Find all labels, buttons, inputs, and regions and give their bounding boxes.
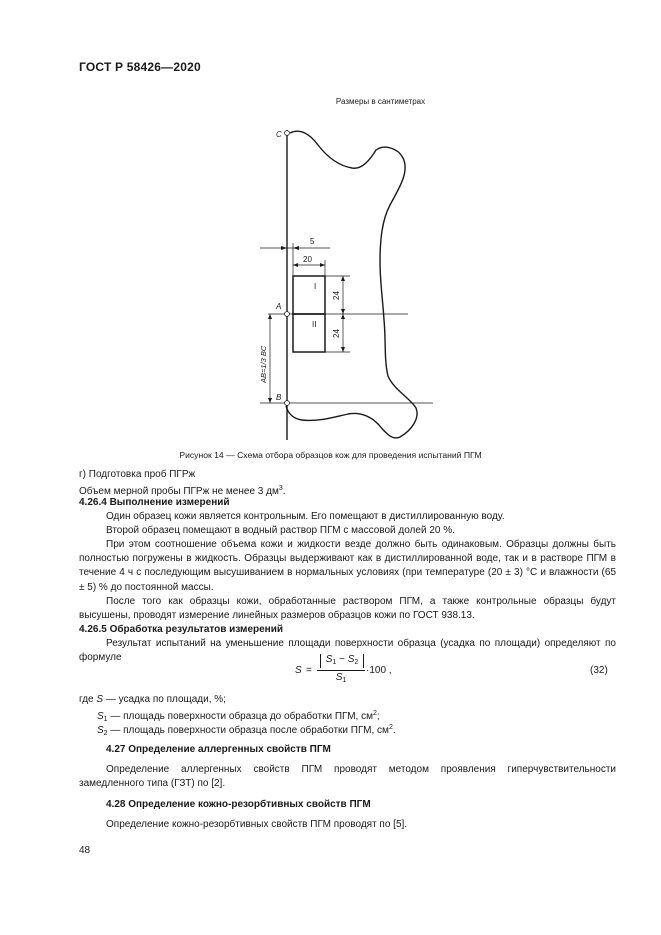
label-dim24a: 24 [332,291,341,300]
page-number: 48 [79,845,91,856]
where-s: где S — усадка по площади, %; [79,694,226,705]
label-sample1: I [314,282,317,291]
where-s1: $S_1$ — площадь поверхности образца до обработки ПГМ, $см^2$; [97,710,380,723]
section-4-26-5-p1: Результат испытаний на уменьшение площади поверхности образца (усадка по площади) определяют по формуле [79,638,616,664]
section-4-27-title: 4.27 Определение аллергенных свойств ПГМ [106,744,331,755]
sample-1-rect [293,276,325,314]
section-4-26-4-p2: Второй образец помещают в водный раствор ПГМ с массовой долей 20 %. [106,525,455,536]
label-c: C [276,130,282,139]
formula-number: (32) [590,665,608,676]
volume-line: Объем мерной пробы ПГРж не менее 3 $дм^3$. [79,485,286,497]
hide-outline [286,131,417,438]
section-4-28-title: 4.28 Определение кожно-резорбтивных свойств ПГМ [106,799,371,810]
section-4-26-4-p3: При этом соотношение объема кожи и жидкости везде должно быть одинаковым. Образцы должны быть полностью погружены в жидкость. Образцы выдерживают как в дистиллированной воде, так и в растворе ПГМ в течение 4 ч с последующим высушиванием в нормальных условиях (при температуре (20 ± 3) °С и влажности (65 ± 5) % до постоянной массы. [79,539,616,593]
label-sample2: II [312,320,317,329]
formula-32: S = $S_1 - S_2$ $S_1$ ·100 , [295,654,392,684]
label-a: A [276,302,282,311]
document-code: ГОСТ Р 58426—2020 [79,60,201,74]
section-4-26-4-p1: Один образец кожи является контрольным. Его помещают в дистиллированную воду. [106,511,505,522]
label-b: B [276,393,282,402]
section-4-26-4-p4: После того как образцы кожи, обработанные раствором ПГМ, а также контрольные образцы будут высушены, проводят измерение линейных размеров образцов кожи по ГОСТ 938.13. [79,596,616,622]
section-4-27-p: Определение аллергенных свойств ПГМ проводят методом проявления гиперчувствительности замедленного типа (ГЗТ) по [2]. [79,764,616,790]
label-dim24b: 24 [332,329,341,338]
item-g: г) Подготовка проб ПГРж [79,469,196,480]
figure-units-note: Размеры в сантиметрах [335,97,426,106]
where-s2: $S_2$ — площадь поверхности образца после обработки ПГМ, $см^2$. [97,724,396,737]
label-dim20: 20 [303,255,312,264]
section-4-26-5-title: 4.26.5 Обработка результатов измерений [79,624,284,635]
label-ab: AB=1/3 BC [259,345,268,383]
point-b [285,401,290,406]
section-4-28-p: Определение кожно-резорбтивных свойств ПГМ проводят по [5]. [106,819,408,830]
point-a [285,312,290,317]
sample-2-rect [293,314,325,352]
label-dim5: 5 [310,237,315,246]
point-c [285,131,290,136]
section-4-26-4-title: 4.26.4 Выполнение измерений [79,497,230,508]
figure-caption: Рисунок 14 — Схема отбора образцов кож для проведения испытаний ПГМ [179,450,482,460]
figure-sampling-scheme [0,0,661,450]
